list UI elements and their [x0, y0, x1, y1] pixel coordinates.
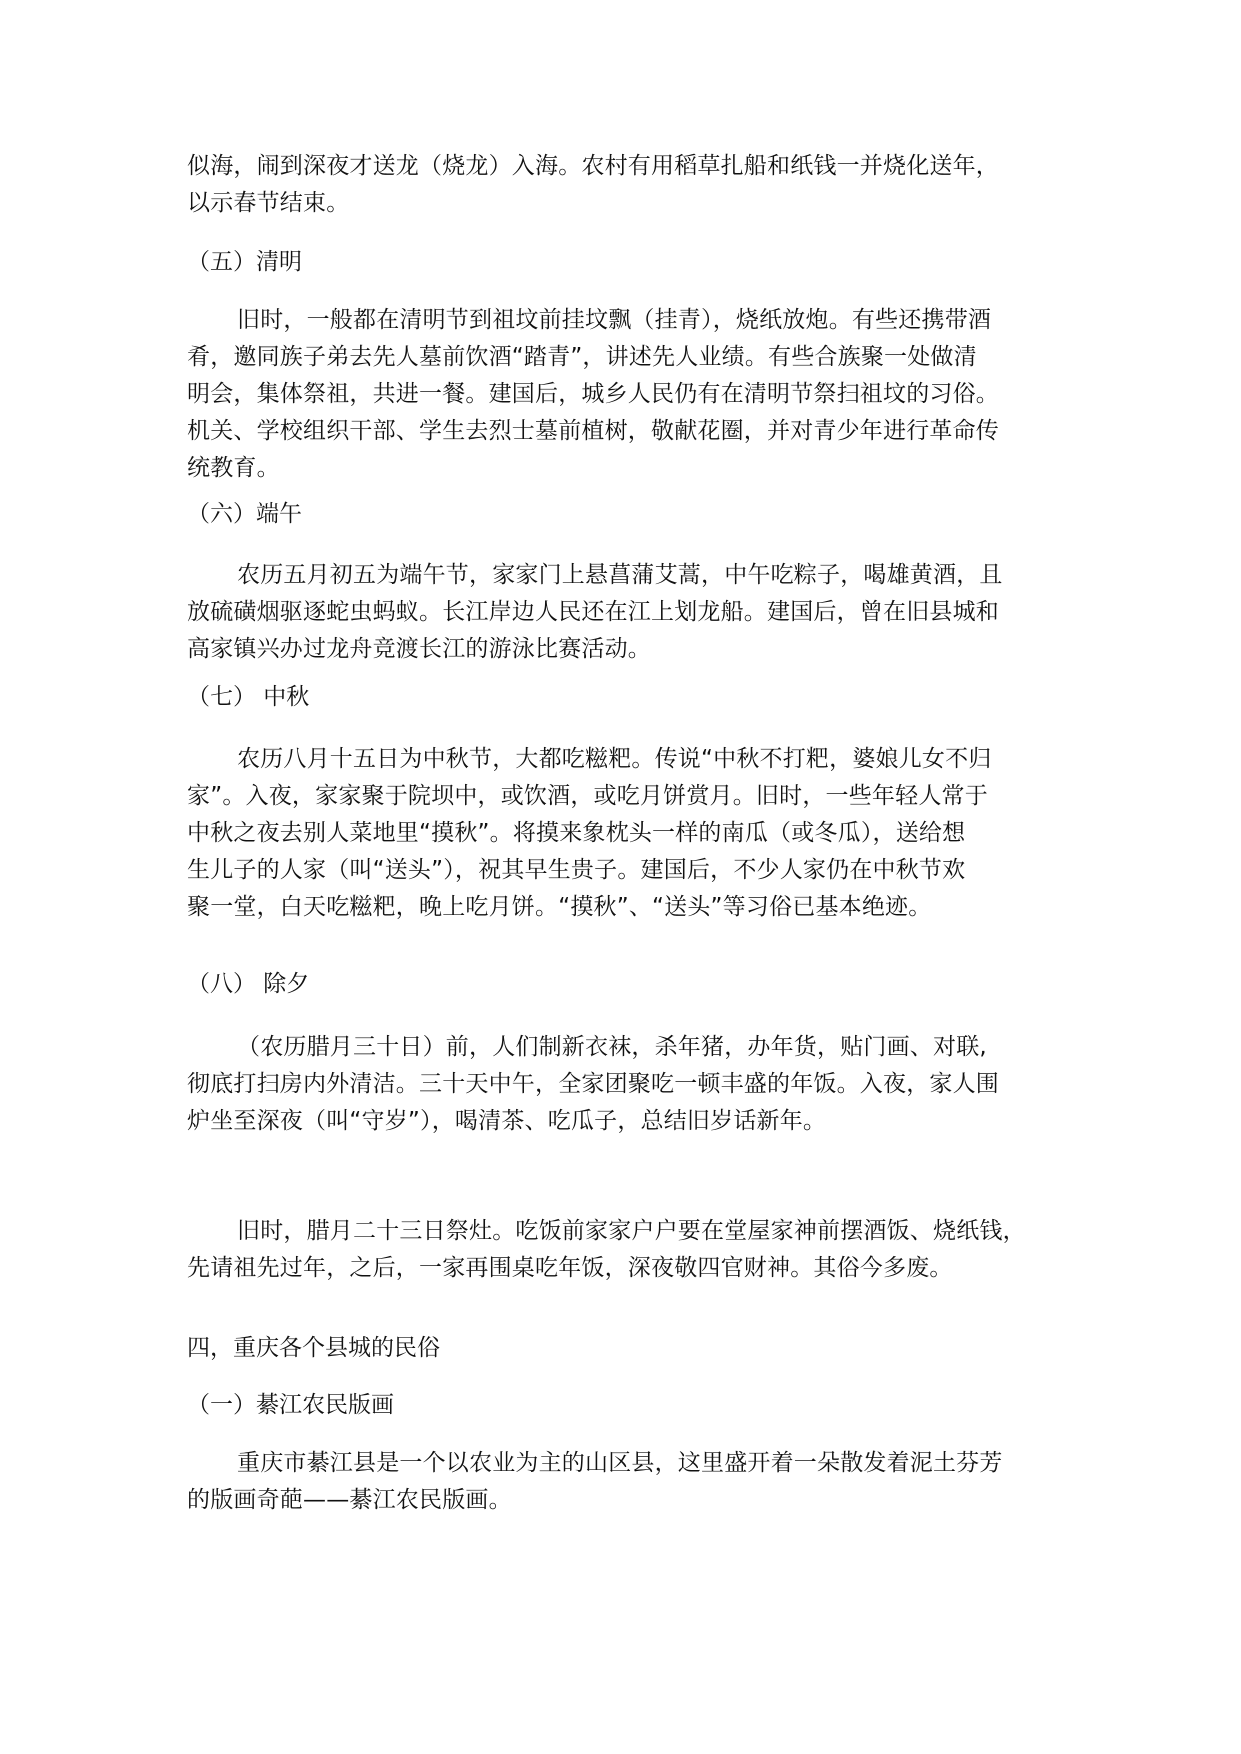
text-line: 放硫磺烟驱逐蛇虫蚂蚁。长江岸边人民还在江上划龙船。建国后，曾在旧县城和	[187, 599, 999, 625]
heading-qingming: （五）清明	[187, 249, 302, 275]
paragraph-jizao	[187, 1213, 1057, 1287]
text-line: 旧时，腊月二十三日祭灶。吃饭前家家户户要在堂屋家神前摆酒饭、烧纸钱，	[237, 1218, 1026, 1244]
text-line: 高家镇兴办过龙舟竞渡长江的游泳比赛活动。	[187, 636, 651, 662]
heading-duanwu: （六）端午	[187, 501, 302, 527]
heading-section4: 四，重庆各个县城的民俗	[187, 1335, 440, 1361]
text-line: 统教育。	[187, 455, 280, 481]
text-line: 农历五月初五为端午节，家家门上悬菖蒲艾蒿，中午吃粽子，喝雄黄酒，且	[237, 562, 1003, 588]
text-line: 家”。入夜，家家聚于院坝中，或饮酒，或吃月饼赏月。旧时，一些年轻人常于	[187, 783, 988, 809]
text-line: 重庆市綦江县是一个以农业为主的山区县，这里盛开着一朵散发着泥土芬芳	[237, 1450, 1003, 1476]
text-line: 的版画奇葩——綦江农民版画。	[187, 1487, 512, 1513]
paragraph-intro	[187, 148, 1057, 222]
text-line: 以示春节结束。	[187, 190, 350, 216]
paragraph-qijiang	[187, 1445, 1057, 1519]
paragraph-chuxi	[187, 1029, 1057, 1140]
text-line: 聚一堂，白天吃糍粑，晚上吃月饼。“摸秋”、“送头”等习俗已基本绝迹。	[187, 894, 932, 920]
text-line: 明会，集体祭祖，共进一餐。建国后，城乡人民仍有在清明节祭扫祖坟的习俗。	[187, 381, 999, 407]
paragraph-duanwu	[187, 557, 1057, 668]
text-line: 炉坐至深夜（叫“守岁”），喝清茶、吃瓜子，总结旧岁话新年。	[187, 1108, 827, 1134]
text-line: （农历腊月三十日）前，人们制新衣袜，杀年猪，办年货，贴门画、对联,	[237, 1034, 987, 1060]
paragraph-zhongqiu	[187, 741, 1057, 926]
text-line: 先请祖先过年，之后，一家再围桌吃年饭，深夜敬四官财神。其俗今多废。	[187, 1255, 953, 1281]
text-line: 旧时，一般都在清明节到祖坟前挂坟飘（挂青），烧纸放炮。有些还携带酒	[237, 307, 992, 333]
heading-qijiang: （一）綦江农民版画	[187, 1392, 394, 1418]
text-line: 机关、学校组织干部、学生去烈士墓前植树，敬献花圈，并对青少年进行革命传	[187, 418, 999, 444]
heading-chuxi: （八） 除夕	[187, 971, 310, 997]
text-line: 肴，邀同族子弟去先人墓前饮酒“踏青”，讲述先人业绩。有些合族聚一处做清	[187, 344, 977, 370]
text-line: 似海，闹到深夜才送龙（烧龙）入海。农村有用稻草扎船和纸钱一并烧化送年，	[187, 153, 999, 179]
heading-zhongqiu: （七） 中秋	[187, 684, 310, 710]
paragraph-qingming	[187, 302, 1057, 487]
text-line: 生儿子的人家（叫“送头”），祝其早生贵子。建国后，不少人家仍在中秋节欢	[187, 857, 966, 883]
text-line: 彻底打扫房内外清洁。三十天中午，全家团聚吃一顿丰盛的年饭。入夜，家人围	[187, 1071, 999, 1097]
text-line: 中秋之夜去别人菜地里“摸秋”。将摸来象枕头一样的南瓜（或冬瓜），送给想	[187, 820, 966, 846]
text-line: 农历八月十五日为中秋节，大都吃糍粑。传说“中秋不打粑，婆娘儿女不归	[237, 746, 992, 772]
